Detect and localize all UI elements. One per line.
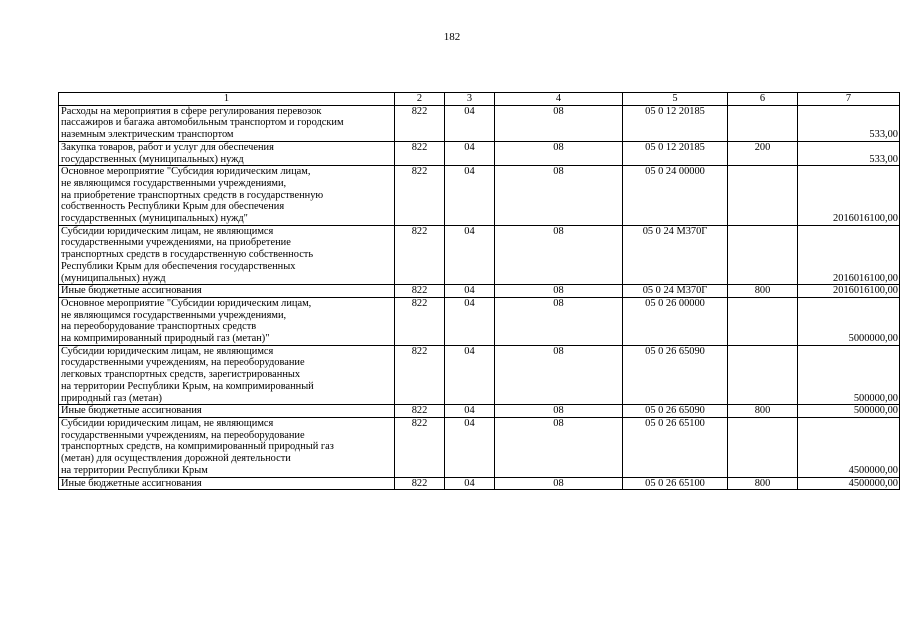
table-row	[59, 141, 900, 165]
expense-name-line: природный газ (метан)	[61, 392, 162, 404]
amount-cell: 2016016100,00	[798, 166, 900, 226]
subsection-cell: 08	[495, 297, 623, 345]
expense-name-line: государственными учреждениями, на приобретение	[61, 237, 291, 249]
target-article-cell: 05 0 26 00000	[623, 297, 728, 345]
section-cell: 04	[445, 105, 495, 141]
target-article-cell: 05 0 26 65090	[623, 345, 728, 405]
table-row	[59, 417, 900, 477]
amount-cell: 500000,00	[798, 345, 900, 405]
column-header: 2	[395, 93, 445, 106]
table-row	[59, 405, 900, 418]
section-cell: 04	[445, 477, 495, 490]
expense-name-line: Закупка товаров, работ и услуг для обеспечения	[61, 141, 274, 153]
expense-name-cell	[59, 285, 395, 298]
expense-name-line: Иные бюджетные ассигнования	[61, 477, 202, 489]
expense-name-line: (муниципальных) нужд	[61, 272, 166, 284]
target-article-cell: 05 0 24 М370Г	[623, 225, 728, 285]
column-header: 5	[623, 93, 728, 106]
expense-name-line: Субсидии юридическим лицам, не являющимся	[61, 225, 274, 237]
target-article-cell: 05 0 26 65100	[623, 477, 728, 490]
budget-code-cell: 822	[395, 405, 445, 418]
table-row	[59, 225, 900, 285]
table-row	[59, 105, 900, 141]
expense-name-line: транспортных средств в государственную собственность	[61, 249, 314, 261]
expense-name-line: наземным электрическим транспортом	[61, 129, 234, 141]
expense-type-cell	[728, 345, 798, 405]
expense-name-cell	[59, 166, 395, 226]
section-cell: 04	[445, 285, 495, 298]
target-article-cell: 05 0 24 М370Г	[623, 285, 728, 298]
target-article-cell: 05 0 26 65100	[623, 417, 728, 477]
expense-name-line: государственными учреждениям, на переоборудование	[61, 429, 305, 441]
amount-cell: 2016016100,00	[798, 225, 900, 285]
amount-cell: 4500000,00	[798, 477, 900, 490]
expense-name-line: Республики Крым для обеспечения государственных	[61, 260, 296, 272]
expense-type-cell	[728, 166, 798, 226]
expense-name-line: Основное мероприятие "Субсидия юридическим лицам,	[61, 166, 311, 178]
subsection-cell: 08	[495, 417, 623, 477]
table-row	[59, 166, 900, 226]
target-article-cell: 05 0 24 00000	[623, 166, 728, 226]
expense-type-cell: 800	[728, 285, 798, 298]
expense-type-cell: 200	[728, 141, 798, 165]
budget-code-cell: 822	[395, 417, 445, 477]
expense-name-line: не являющимся государственными учреждениями,	[61, 177, 287, 189]
expense-name-line: Субсидии юридическим лицам, не являющимся	[61, 345, 274, 357]
subsection-cell: 08	[495, 166, 623, 226]
expense-name-line: на переоборудование транспортных средств	[61, 321, 257, 333]
amount-cell: 2016016100,00	[798, 285, 900, 298]
subsection-cell: 08	[495, 105, 623, 141]
table-row	[59, 477, 900, 490]
section-cell: 04	[445, 225, 495, 285]
expense-name-cell	[59, 477, 395, 490]
budget-code-cell: 822	[395, 166, 445, 226]
section-cell: 04	[445, 405, 495, 418]
expense-type-cell	[728, 105, 798, 141]
expense-name-line: Иные бюджетные ассигнования	[61, 405, 202, 417]
expense-name-line: на компримированный природный газ (метан)"	[61, 333, 270, 345]
amount-cell: 500000,00	[798, 405, 900, 418]
subsection-cell: 08	[495, 225, 623, 285]
budget-code-cell: 822	[395, 285, 445, 298]
expense-type-cell: 800	[728, 405, 798, 418]
expense-name-line: собственность Республики Крым для обеспечения	[61, 201, 285, 213]
expense-name-line: государственных (муниципальных) нужд	[61, 153, 244, 165]
expense-name-cell	[59, 405, 395, 418]
expense-name-line: Основное мероприятие "Субсидии юридическим лицам,	[61, 297, 312, 309]
amount-cell: 5000000,00	[798, 297, 900, 345]
column-header: 1	[59, 93, 395, 106]
expense-name-cell	[59, 345, 395, 405]
expense-name-line: Расходы на мероприятия в сфере регулирования перевозок	[61, 105, 322, 117]
subsection-cell: 08	[495, 405, 623, 418]
target-article-cell: 05 0 12 20185	[623, 141, 728, 165]
expense-type-cell	[728, 297, 798, 345]
section-cell: 04	[445, 141, 495, 165]
expense-type-cell	[728, 417, 798, 477]
expense-name-line: на территории Республики Крым, на компримированный	[61, 380, 314, 392]
expense-type-cell	[728, 225, 798, 285]
budget-table	[58, 92, 900, 490]
section-cell: 04	[445, 297, 495, 345]
expense-name-line: Субсидии юридическим лицам, не являющимся	[61, 417, 274, 429]
expense-name-cell	[59, 105, 395, 141]
section-cell: 04	[445, 166, 495, 226]
budget-code-cell: 822	[395, 345, 445, 405]
subsection-cell: 08	[495, 477, 623, 490]
subsection-cell: 08	[495, 345, 623, 405]
expense-name-line: (метан) для осуществления дорожной деятельности	[61, 453, 291, 465]
budget-code-cell: 822	[395, 105, 445, 141]
expense-name-cell	[59, 297, 395, 345]
expense-name-line: государственными учреждениям, на переоборудование	[61, 357, 305, 369]
column-header: 7	[798, 93, 900, 106]
expense-type-cell: 800	[728, 477, 798, 490]
target-article-cell: 05 0 26 65090	[623, 405, 728, 418]
page-number: 182	[443, 31, 461, 43]
expense-name-line: не являющимся государственными учреждениями,	[61, 309, 287, 321]
expense-name-line: на приобретение транспортных средств в государственную	[61, 189, 324, 201]
subsection-cell: 08	[495, 285, 623, 298]
budget-code-cell: 822	[395, 141, 445, 165]
subsection-cell: 08	[495, 141, 623, 165]
budget-code-cell: 822	[395, 477, 445, 490]
expense-name-cell	[59, 417, 395, 477]
budget-code-cell: 822	[395, 225, 445, 285]
expense-name-line: на территории Республики Крым	[61, 464, 208, 476]
column-header: 4	[495, 93, 623, 106]
expense-name-cell	[59, 225, 395, 285]
section-cell: 04	[445, 345, 495, 405]
amount-cell: 533,00	[798, 105, 900, 141]
column-header: 6	[728, 93, 798, 106]
amount-cell: 533,00	[798, 141, 900, 165]
expense-name-line: легковых транспортных средств, зарегистрированных	[61, 369, 301, 381]
budget-code-cell: 822	[395, 297, 445, 345]
table-row	[59, 285, 900, 298]
expense-name-cell	[59, 141, 395, 165]
section-cell: 04	[445, 417, 495, 477]
expense-name-line: пассажиров и багажа автомобильным транспортом и городским	[61, 117, 344, 129]
expense-name-line: транспортных средств, на компримированный природный газ	[61, 441, 334, 453]
amount-cell: 4500000,00	[798, 417, 900, 477]
expense-name-line: государственных (муниципальных) нужд"	[61, 213, 248, 225]
table-row	[59, 297, 900, 345]
column-header: 3	[445, 93, 495, 106]
target-article-cell: 05 0 12 20185	[623, 105, 728, 141]
table-row	[59, 345, 900, 405]
expense-name-line: Иные бюджетные ассигнования	[61, 285, 202, 297]
column-number-row	[59, 93, 900, 106]
